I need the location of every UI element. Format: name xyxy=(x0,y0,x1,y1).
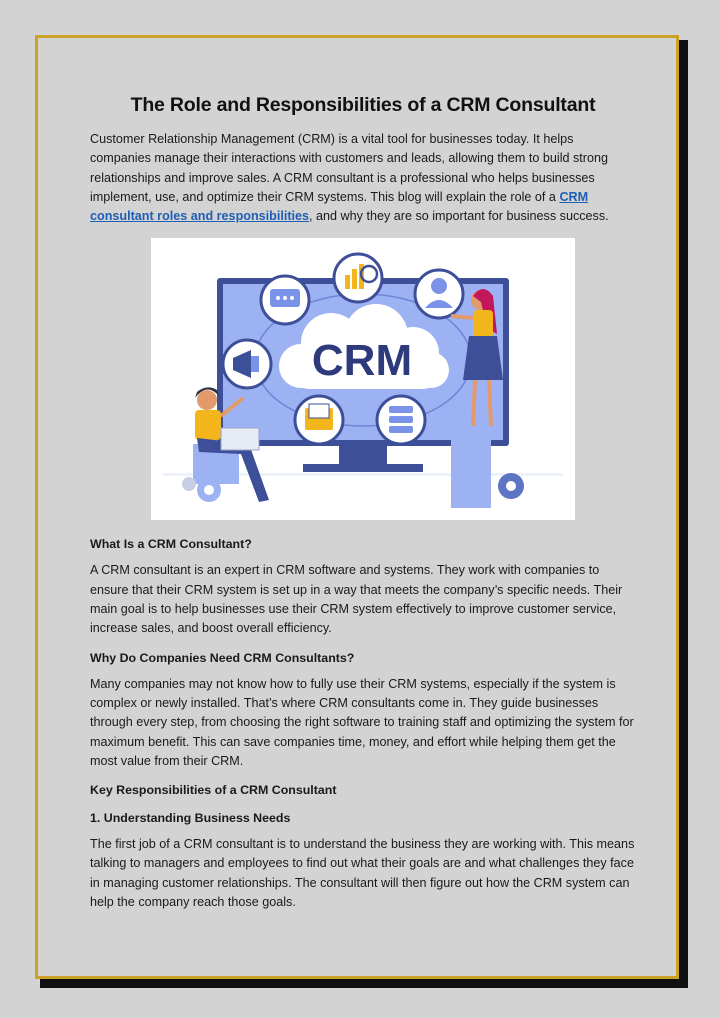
crm-illustration-svg xyxy=(151,238,575,520)
chat-icon xyxy=(261,276,309,324)
monitor-neck xyxy=(339,446,387,466)
intro-paragraph xyxy=(90,130,636,226)
intro-text-after: , and why they are so important for business success. xyxy=(309,209,609,224)
gear-icon-left xyxy=(182,477,221,502)
crm-consultant-link[interactable]: CRM consultant roles and responsibilities xyxy=(90,189,589,224)
section-body: A CRM consultant is an expert in CRM software and systems. They work with companies to ensure that their CRM system is set up in a way that meets the company’s specific needs. Their main goal is to help businesses use their CRM system effectively to improve customer service, increase sales, and boost overall efficiency. xyxy=(90,563,623,636)
database-icon xyxy=(377,396,425,444)
section-body: The first job of a CRM consultant is to understand the business they are working with. This means talking to managers and employees to find out what their goals are and what challenges they face in managing customer relationships. The consultant will then figure out how the CRM system can help the company reach those goals. xyxy=(90,837,635,910)
page-title: The Role and Responsibilities of a CRM Consultant xyxy=(130,94,596,116)
section-heading: Why Do Companies Need CRM Consultants? xyxy=(90,650,355,665)
crm-illustration xyxy=(151,238,575,520)
document-page xyxy=(35,35,679,979)
megaphone-icon xyxy=(223,340,271,388)
subsection-heading: 1. Understanding Business Needs xyxy=(90,811,291,826)
chart-magnifier-icon xyxy=(334,254,382,302)
intro-text-before: Customer Relationship Management (CRM) is a vital tool for businesses today. It helps companies manage their interactions with customers and leads, allowing them to build strong relationships and improve sales. A CRM consultant is a professional who helps businesses implement, use, and optimize their CRM systems. This blog will explain the role of a xyxy=(90,132,609,204)
folder-icon xyxy=(295,396,343,444)
section-heading: Key Responsibilities of a CRM Consultant xyxy=(90,783,337,798)
gear-icon-right xyxy=(498,473,524,499)
section-heading: What Is a CRM Consultant? xyxy=(90,537,252,552)
section-body: Many companies may not know how to fully use their CRM systems, especially if the system is complex or newly installed. That’s where CRM consultants come in. They guide businesses through every step, from choosing the right software to training staff and optimizing the system for maximum benefit. This can save companies time, money, and effort while helping them get the most value from their CRM. xyxy=(90,676,634,768)
article xyxy=(90,92,636,912)
crm-label: CRM xyxy=(311,336,413,386)
user-icon xyxy=(415,270,463,318)
monitor-base xyxy=(303,464,423,472)
